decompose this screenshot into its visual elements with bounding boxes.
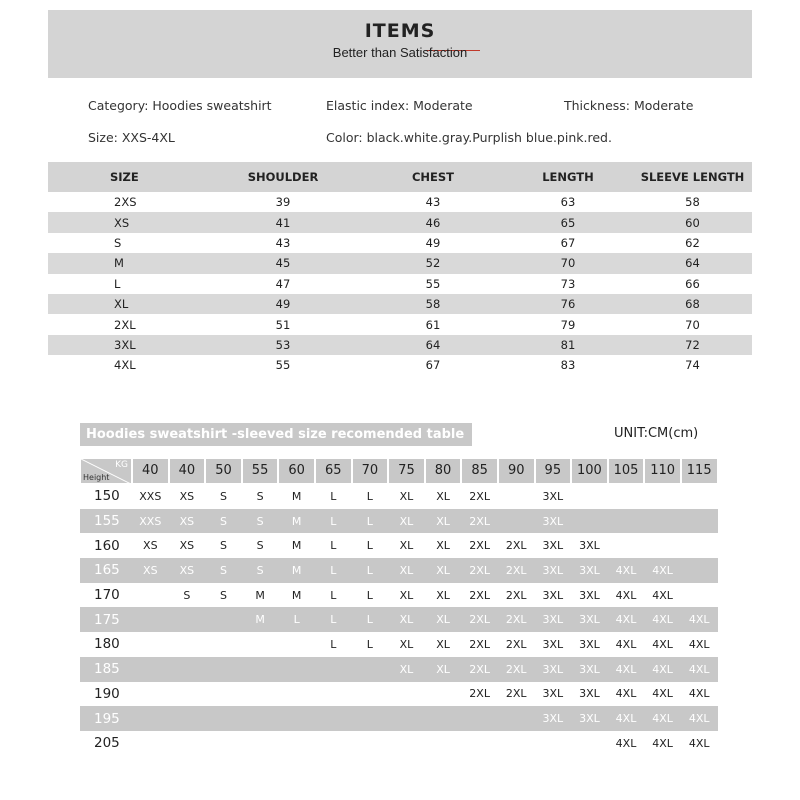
recommend-cell: 4XL [688, 613, 710, 627]
recommend-row [80, 682, 718, 707]
recommend-cell: 2XL [469, 563, 490, 577]
weight-header: 110 [644, 458, 681, 484]
recommend-cell: 4XL [688, 736, 710, 750]
recommend-cell: 2XL [505, 539, 527, 553]
recommend-cell: L [366, 514, 373, 528]
recommend-cell: L [366, 563, 373, 577]
recommend-cell: XL [436, 514, 450, 528]
recommend-cell: M [255, 613, 265, 627]
recommend-cell: L [330, 563, 337, 577]
recommend-cell: L [366, 613, 373, 627]
recommend-cell: S [219, 563, 227, 577]
height-label: 170 [94, 587, 120, 604]
size-table [48, 162, 752, 376]
height-label: 205 [94, 735, 120, 752]
recommend-cell: 3XL [542, 662, 564, 676]
size-table-row [48, 294, 752, 314]
recommend-cell: L [366, 588, 373, 602]
cell-length: 65 [503, 212, 633, 232]
recommend-cell: 4XL [615, 687, 637, 701]
recommend-cell: 2XL [469, 637, 490, 651]
cell-shoulder: 55 [275, 358, 291, 373]
cell-length: 67 [560, 235, 576, 250]
header-length: LENGTH [503, 162, 633, 192]
recommend-cell: XL [436, 539, 450, 553]
weight-header: 90 [498, 458, 535, 484]
recommend-row [80, 731, 718, 756]
info-elastic: Elastic index: Moderate [326, 98, 473, 113]
recommend-cell: L [330, 514, 337, 528]
page-title: ITEMS [364, 20, 436, 42]
recommend-cell: 3XL [579, 563, 600, 577]
recommend-cell: L [366, 637, 373, 651]
weight-header: 60 [278, 458, 315, 484]
weight-header: 40 [132, 458, 169, 484]
recommend-cell: L [330, 613, 337, 627]
cell-length: 79 [560, 317, 576, 332]
cell-length: 70 [503, 253, 633, 273]
cell-sleeve-length: 64 [633, 253, 752, 273]
weight-header: 40 [169, 458, 206, 484]
corner-kg-label: KG [115, 460, 128, 470]
info-thickness: Thickness: Moderate [564, 98, 694, 113]
cell-chest: 58 [363, 294, 503, 314]
recommend-cell: S [256, 489, 264, 503]
size-table-row [48, 253, 752, 273]
recommend-cell: XL [436, 489, 450, 503]
cell-sleeve-length: 74 [685, 358, 700, 373]
height-label: 190 [94, 685, 120, 702]
recommend-cell: XL [399, 588, 414, 602]
recommend-cell: XL [399, 613, 414, 627]
info-size: Size: XXS-4XL [88, 130, 175, 145]
recommend-cell: L [293, 613, 300, 627]
recommend-cell: 2XL [505, 687, 527, 701]
cell-size: XL [48, 294, 203, 314]
recommend-cell: XS [179, 489, 195, 503]
cell-chest: 43 [425, 195, 441, 210]
cell-length: 76 [503, 294, 633, 314]
recommend-cell: 3XL [542, 637, 564, 651]
cell-sleeve-length: 68 [633, 294, 752, 314]
recommend-cell: XL [399, 637, 414, 651]
recommend-cell: 4XL [615, 588, 637, 602]
recommend-cell: M [291, 514, 302, 528]
recommend-cell: 3XL [542, 514, 564, 528]
recommend-row [80, 484, 718, 509]
recommend-cell: XL [399, 514, 414, 528]
recommend-cell: 2XL [469, 613, 490, 627]
recommend-cell: 4XL [652, 637, 673, 651]
weight-header: 80 [425, 458, 462, 484]
cell-chest: 55 [425, 276, 441, 291]
unit-label: UNIT:CM(cm) [614, 426, 699, 441]
recommend-row [80, 558, 718, 583]
recommend-cell: 4XL [615, 563, 637, 577]
height-label: 180 [94, 636, 120, 653]
recommend-cell: M [255, 588, 265, 602]
size-table-header-row [48, 162, 752, 192]
recommend-cell: 4XL [652, 712, 673, 726]
recommend-cell: 4XL [688, 637, 710, 651]
size-table-row [48, 314, 752, 334]
recommend-cell: 3XL [579, 687, 600, 701]
recommend-banner: Hoodies sweatshirt -sleeved size recomended table [80, 423, 472, 446]
recommend-cell: 4XL [652, 687, 673, 701]
height-label: 195 [94, 710, 120, 727]
recommend-row [80, 607, 718, 632]
recommend-cell: M [291, 588, 302, 602]
recommend-cell: L [330, 637, 337, 651]
cell-size: 4XL [114, 358, 136, 373]
page-subtitle: Better than Satisfaction [332, 45, 468, 60]
recommend-cell: XL [436, 588, 450, 602]
recommend-cell: L [366, 489, 373, 503]
recommend-cell: XL [399, 563, 414, 577]
cell-shoulder: 51 [275, 317, 291, 332]
recommend-cell: 4XL [652, 736, 673, 750]
recommend-cell: 3XL [542, 687, 564, 701]
recommend-cell: 4XL [652, 662, 673, 676]
recommend-cell: XXS [139, 489, 162, 503]
recommend-cell: L [330, 588, 337, 602]
recommend-row [80, 706, 718, 731]
cell-length: 81 [503, 335, 633, 355]
recommend-cell: XL [436, 637, 450, 651]
weight-header: 100 [571, 458, 608, 484]
header-size: SIZE [48, 162, 203, 192]
recommend-cell: 3XL [542, 539, 564, 553]
height-label: 150 [94, 488, 120, 505]
size-table-row [48, 233, 752, 253]
weight-header: 105 [608, 458, 645, 484]
size-table-row [48, 335, 752, 355]
recommend-cell: 2XL [469, 489, 490, 503]
cell-sleeve-length: 62 [685, 235, 700, 250]
height-label: 175 [94, 611, 120, 628]
cell-sleeve-length: 60 [633, 212, 752, 232]
weight-header: 55 [242, 458, 279, 484]
recommend-cell: M [291, 489, 302, 503]
height-label: 160 [94, 537, 120, 554]
recommend-cell: 4XL [615, 637, 637, 651]
recommend-cell: 3XL [542, 588, 564, 602]
header-shoulder: SHOULDER [203, 162, 363, 192]
cell-length: 73 [560, 276, 576, 291]
recommend-cell: 2XL [469, 662, 490, 676]
cell-length: 83 [560, 358, 576, 373]
recommend-cell: 3XL [579, 539, 600, 553]
recommend-cell: 3XL [579, 662, 600, 676]
cell-shoulder: 39 [275, 195, 291, 210]
recommend-cell: XS [143, 539, 158, 553]
recommend-cell: 3XL [579, 588, 600, 602]
size-table-row [48, 274, 752, 294]
recommend-cell: 2XL [469, 514, 490, 528]
recommend-cell: 4XL [688, 687, 710, 701]
cell-chest: 61 [425, 317, 441, 332]
cell-size: XS [48, 212, 203, 232]
recommend-cell: M [291, 539, 302, 553]
recommend-row [80, 632, 718, 657]
header-chest: CHEST [363, 162, 503, 192]
recommend-cell: XXS [139, 514, 162, 528]
recommend-cell: S [256, 563, 264, 577]
recommend-cell: XS [179, 539, 195, 553]
recommend-cell: 2XL [469, 687, 490, 701]
recommend-cell: XS [179, 514, 195, 528]
recommend-cell: XS [143, 563, 158, 577]
recommend-cell: 3XL [542, 613, 564, 627]
height-label: 185 [94, 661, 120, 678]
cell-shoulder: 45 [203, 253, 363, 273]
recommend-cell: 4XL [688, 712, 710, 726]
info-category: Category: Hoodies sweatshirt [88, 98, 272, 113]
cell-size: 2XL [114, 317, 136, 332]
recommend-cell: XL [436, 563, 450, 577]
recommend-cell: S [219, 514, 227, 528]
cell-chest: 64 [363, 335, 503, 355]
recommend-cell: 4XL [615, 662, 637, 676]
cell-chest: 52 [363, 253, 503, 273]
recommend-cell: L [366, 539, 373, 553]
recommend-cell: XL [399, 539, 414, 553]
size-table-row [48, 355, 752, 375]
cell-sleeve-length: 58 [685, 195, 700, 210]
recommend-cell: 4XL [652, 613, 673, 627]
recommend-cell: S [219, 539, 227, 553]
recommend-cell: XS [179, 563, 195, 577]
recommend-header-row [80, 458, 718, 484]
recommend-cell: 3XL [579, 637, 600, 651]
weight-header: 65 [315, 458, 352, 484]
recommend-cell: S [219, 588, 227, 602]
recommend-cell: XL [399, 662, 414, 676]
corner-height-label: Height [83, 473, 110, 482]
height-label: 155 [94, 513, 120, 530]
recommend-cell: 2XL [505, 662, 527, 676]
cell-shoulder: 49 [203, 294, 363, 314]
recommend-cell: S [256, 539, 264, 553]
recommend-cell: M [291, 563, 302, 577]
cell-shoulder: 53 [203, 335, 363, 355]
recommend-cell: S [183, 588, 191, 602]
recommend-cell: 2XL [469, 588, 490, 602]
recommend-cell: L [330, 539, 337, 553]
cell-length: 63 [560, 195, 576, 210]
recommend-cell: 4XL [688, 662, 710, 676]
recommend-cell: 2XL [505, 637, 527, 651]
weight-header: 95 [535, 458, 572, 484]
recommend-row [80, 533, 718, 558]
recommend-cell: 3XL [542, 489, 564, 503]
recommend-cell: 3XL [542, 712, 564, 726]
header-sleeve-length: SLEEVE LENGTH [633, 162, 752, 192]
recommend-cell: 4XL [615, 712, 637, 726]
info-color: Color: black.white.gray.Purplish blue.pink.red. [326, 130, 612, 145]
cell-size: 3XL [48, 335, 203, 355]
cell-sleeve-length: 70 [685, 317, 700, 332]
recommend-cell: 4XL [652, 588, 673, 602]
size-table-row [48, 212, 752, 232]
recommend-row [80, 657, 718, 682]
header-band [48, 10, 752, 78]
size-table-row [48, 192, 752, 212]
recommend-cell: 2XL [505, 613, 527, 627]
recommend-cell: 3XL [579, 613, 600, 627]
cell-chest: 46 [363, 212, 503, 232]
cell-shoulder: 41 [203, 212, 363, 232]
weight-header: 50 [205, 458, 242, 484]
recommend-cell: XL [436, 662, 450, 676]
recommend-cell: 2XL [505, 588, 527, 602]
cell-size: S [114, 235, 122, 250]
recommend-cell: 4XL [615, 613, 637, 627]
recommend-cell: S [219, 489, 227, 503]
recommend-cell: 2XL [469, 539, 490, 553]
recommend-cell: 4XL [615, 736, 637, 750]
cell-sleeve-length: 66 [685, 276, 700, 291]
weight-header: 115 [681, 458, 718, 484]
weight-header: 75 [388, 458, 425, 484]
cell-size: M [48, 253, 203, 273]
weight-header: 70 [352, 458, 389, 484]
recommend-cell: XL [399, 489, 414, 503]
cell-size: 2XS [114, 195, 137, 210]
cell-shoulder: 47 [275, 276, 291, 291]
cell-chest: 49 [425, 235, 441, 250]
recommend-cell: XL [436, 613, 450, 627]
recommend-cell: 3XL [542, 563, 564, 577]
cell-chest: 67 [425, 358, 441, 373]
cell-size: L [114, 276, 121, 291]
recommend-table [80, 458, 718, 756]
height-weight-corner [80, 458, 132, 484]
recommend-cell: L [330, 489, 337, 503]
weight-header: 85 [461, 458, 498, 484]
recommend-row [80, 509, 718, 534]
recommend-cell: S [256, 514, 264, 528]
recommend-cell: 2XL [505, 563, 527, 577]
height-label: 165 [94, 562, 120, 579]
recommend-cell: 3XL [579, 712, 600, 726]
cell-shoulder: 43 [275, 235, 291, 250]
recommend-cell: 4XL [652, 563, 673, 577]
recommend-row [80, 583, 718, 608]
cell-sleeve-length: 72 [633, 335, 752, 355]
